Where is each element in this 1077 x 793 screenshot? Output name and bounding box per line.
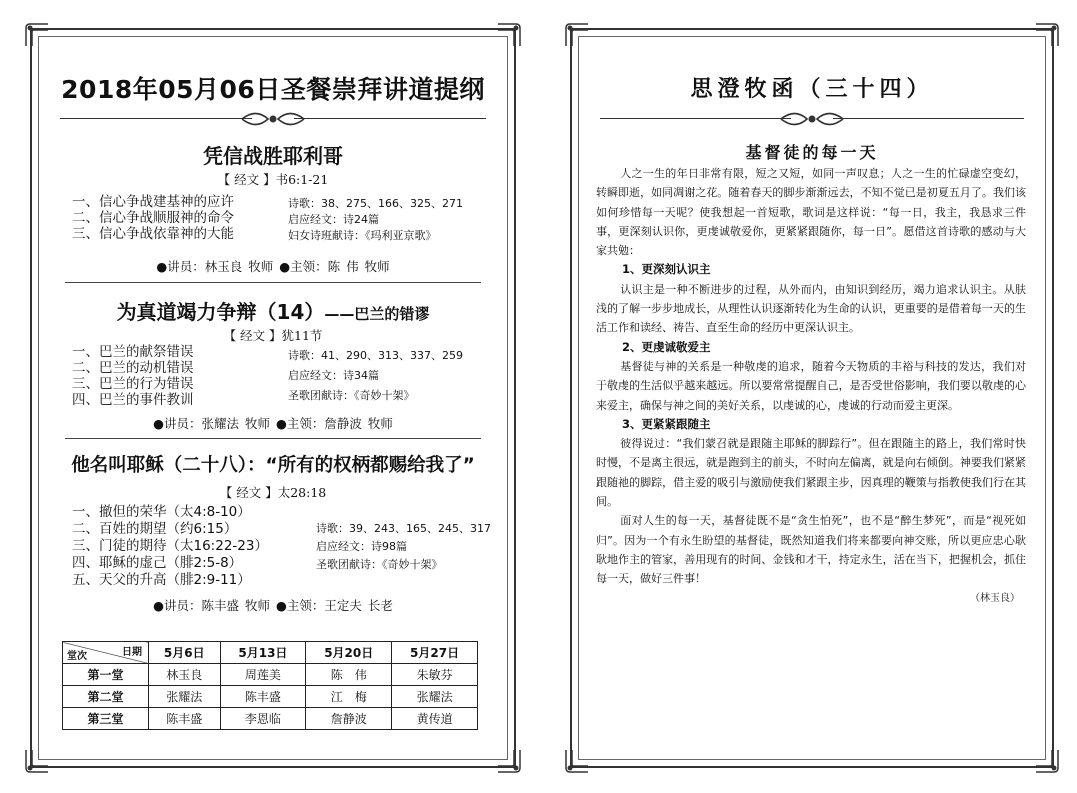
worship-order-notes <box>288 196 463 244</box>
sermon-title <box>30 451 516 477</box>
preacher-cell: 陈 伟 <box>306 664 392 686</box>
outline-point: 二、信心争战顺服神的命令 <box>72 210 234 226</box>
scripture-label: 【 经文 】 <box>223 328 282 343</box>
preacher-cell: 林玉良 <box>149 664 221 686</box>
sermon-outline <box>72 194 234 242</box>
outline-point: 三、门徒的期待（太16:22-23） <box>72 538 268 554</box>
date-header: 5月13日 <box>220 642 306 664</box>
author-signature: （林玉良） <box>970 592 1020 604</box>
paragraph: 认识主是一种不断进步的过程，从外而内，由知识到经历，竭力追求认识主。从肤浅的了解一步步地成长，从理性认识逐渐转化为生命的认识，更重要的是借着每一天的生活工作和读经、祷告、直至生命的经历中更深认识主。 <box>596 282 1026 335</box>
outline-point: 三、巴兰的行为错误 <box>72 376 194 392</box>
sermon-outline <box>72 344 194 408</box>
preacher-cell: 詹静波 <box>306 708 392 730</box>
section-heading: 2、更虔诚敬爱主 <box>622 339 711 354</box>
hymn-list: 诗歌：39、243、165、245、317 <box>316 522 491 535</box>
responsive-reading: 启应经文：诗34篇 <box>288 369 379 382</box>
preacher-schedule-table <box>62 641 478 730</box>
preacher-cell: 陈丰盛 <box>220 686 306 708</box>
preacher-cell: 江 梅 <box>306 686 392 708</box>
corner-ornament-icon <box>24 22 50 48</box>
service-leaders: ●讲员：林玉良 牧师 ●主领：陈 伟 牧师 <box>156 259 390 274</box>
scripture-label: 【 经文 】 <box>217 172 276 187</box>
paragraph: 人之一生的年日非常有限，短之又短，如同一声叹息；人之一生的忙碌虚空变幻，转瞬即逝，如同凋谢之花。随着春天的脚步渐渐远去，不知不觉已是初夏五月了。我们该如何珍惜每一天呢？使我想起一首短歌，歌词是这样说：“每一日，我主，我恳求三件事，更深刻认识你，更虔诚敬爱你，更紧紧跟随你，每一日”。愿借这首诗歌的感动与大家共勉： <box>596 167 1026 258</box>
scripture-text: 书6:1-21 <box>275 172 329 187</box>
table-row <box>63 664 478 686</box>
preacher-cell: 张耀法 <box>392 686 478 708</box>
section-heading: 3、更紧紧跟随主 <box>622 416 711 431</box>
corner-ornament-icon <box>564 22 590 48</box>
preacher-cell: 张耀法 <box>149 686 221 708</box>
title-divider <box>60 108 486 130</box>
scripture-reference <box>30 483 516 501</box>
worship-order-notes <box>316 520 491 574</box>
session-label: 第一堂 <box>63 664 149 686</box>
hymn-list: 诗歌：38、275、166、325、271 <box>288 197 463 210</box>
sermon-title-text: 为真道竭力争辩（14） <box>116 300 325 324</box>
flourish-divider-icon <box>777 108 847 130</box>
section-divider <box>65 438 481 439</box>
outline-point: 一、信心争战建基神的应许 <box>72 194 234 210</box>
service-leaders: ●讲员：陈丰盛 牧师 ●主领：王定夫 长老 <box>153 598 393 613</box>
worship-order-notes <box>288 348 463 404</box>
scripture-text: 太28:18 <box>277 485 327 500</box>
preacher-cell: 黄传道 <box>392 708 478 730</box>
paragraph: 基督徒与神的关系是一种敬虔的追求，随着今天物质的丰裕与科技的发达，我们对于敬虔的生活似乎越来越远。所以要常常提醒自己，是否受世俗影响，我们要以敬虔的心来爱主，确保与神之间的美好关系，以虔诚的心，虔诚的行动而爱主更深。 <box>596 359 1026 412</box>
right-pastoral-letter-page <box>570 28 1054 768</box>
preacher-cell: 李恩临 <box>220 708 306 730</box>
corner-ornament-icon <box>24 748 50 774</box>
outline-point: 二、巴兰的动机错误 <box>72 360 194 376</box>
scripture-label: 【 经文 】 <box>219 485 278 500</box>
preacher-cell: 朱敏芬 <box>392 664 478 686</box>
outline-point: 四、巴兰的事件教训 <box>72 392 194 408</box>
left-bulletin-page <box>30 28 516 768</box>
sermon-title <box>30 140 516 169</box>
date-header: 5月27日 <box>392 642 478 664</box>
outline-point: 四、耶稣的虚己（腓2:5-8） <box>72 555 243 571</box>
responsive-reading: 启应经文：诗24篇 <box>288 213 379 226</box>
corner-ornament-icon <box>564 748 590 774</box>
choir-anthem: 圣歌团献诗：《奇妙十架》 <box>288 389 415 402</box>
article-title: 基督徒的每一天 <box>745 143 879 162</box>
flourish-divider-icon <box>238 108 308 130</box>
sermon-subtitle: ——巴兰的错谬 <box>324 305 430 323</box>
scripture-reference <box>30 170 516 188</box>
table-header-row <box>63 642 478 664</box>
bulletin-main-title: 2018年05月06日圣餐崇拜讲道提纲 <box>61 75 485 104</box>
session-label: 第三堂 <box>63 708 149 730</box>
section-heading: 1、更深刻认识主 <box>622 262 711 277</box>
outline-point: 三、信心争战依靠神的大能 <box>72 226 234 242</box>
paragraph: 面对人生的每一天，基督徒既不是“贪生怕死”，也不是“醉生梦死”，而是“视死如归”。因为一个有永生盼望的基督徒，既然知道我们将来都要向神交账，所以更应忠心耿耿地作主的管家，善用现有的时间、金钱和才干，持定永生，活在当下，把握机会，抓住每一天，做好三件事！ <box>596 514 1026 586</box>
article-body <box>596 164 1026 608</box>
sermon-title <box>30 296 516 325</box>
corner-ornament-icon <box>1034 748 1060 774</box>
preacher-cell: 陈丰盛 <box>149 708 221 730</box>
outline-point: 一、巴兰的献祭错误 <box>72 344 194 360</box>
scripture-text: 犹11节 <box>281 328 323 343</box>
sermon-title-text: 他名叫耶稣（二十八）：“所有的权柄都赐给我了” <box>71 455 475 476</box>
sermon-outline <box>72 504 268 589</box>
section-divider <box>65 282 481 283</box>
corner-ornament-icon <box>496 748 522 774</box>
sermon-title-text: 凭信战胜耶利哥 <box>203 144 343 168</box>
letter-series-title: 思澄牧函（三十四） <box>690 76 934 102</box>
table-row <box>63 686 478 708</box>
outline-point: 一、撤但的荣华（太4:8-10） <box>72 504 251 520</box>
service-leaders: ●讲员：张耀法 牧师 ●主领：詹静波 牧师 <box>153 416 393 431</box>
table-row <box>63 708 478 730</box>
date-axis-label: 日期 <box>122 647 142 658</box>
hymn-list: 诗歌：41、290、313、337、259 <box>288 349 463 362</box>
date-header: 5月6日 <box>149 642 221 664</box>
responsive-reading: 启应经文：诗98篇 <box>316 540 407 553</box>
table-corner-cell <box>63 642 149 664</box>
scripture-reference <box>30 326 516 344</box>
session-label: 第二堂 <box>63 686 149 708</box>
corner-ornament-icon <box>1034 22 1060 48</box>
session-axis-label: 堂次 <box>67 651 87 662</box>
choir-anthem: 圣歌团献诗：《奇妙十架》 <box>316 558 443 571</box>
corner-ornament-icon <box>496 22 522 48</box>
choir-anthem: 妇女诗班献诗：《玛利亚京歌》 <box>288 229 437 242</box>
title-divider <box>600 108 1024 130</box>
preacher-cell: 周莲美 <box>220 664 306 686</box>
outline-point: 五、天父的升高（腓2:9-11） <box>72 572 251 588</box>
paragraph: 彼得说过：“我们蒙召就是跟随主耶稣的脚踪行”。但在跟随主的路上，我们常时快时慢，不是离主很远，就是跑到主的前头，不时向左偏离，就是向右倾倒。神要我们紧紧跟随祂的脚踪，借主爱的吸引与激励使我们紧跟主步，因真理的鞭策与指教使我们行在其间。 <box>596 437 1026 509</box>
outline-point: 二、百姓的期望（约6:15） <box>72 521 238 537</box>
date-header: 5月20日 <box>306 642 392 664</box>
